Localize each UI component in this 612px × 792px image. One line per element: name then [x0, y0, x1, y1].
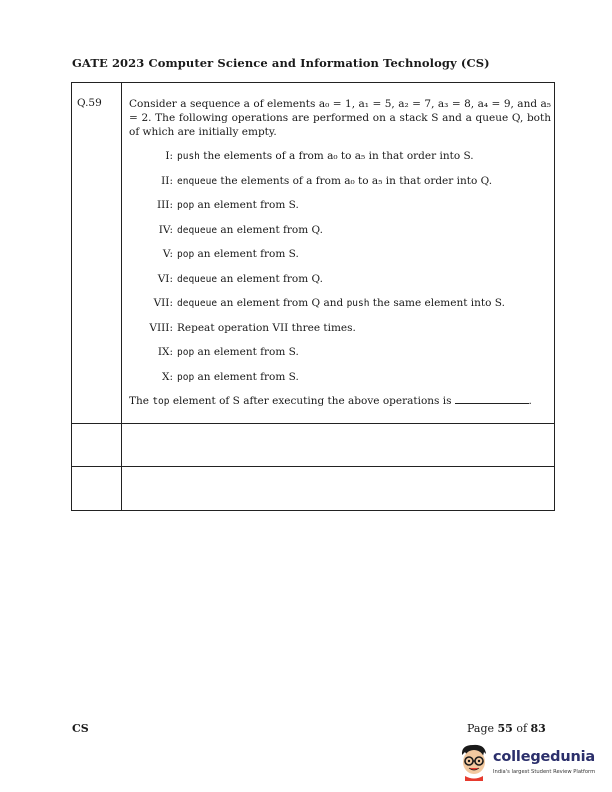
answer-row-empty: [72, 467, 554, 510]
logo-name: collegedunia: [493, 749, 595, 765]
operation-text: [177, 321, 356, 335]
operation-keyword: pop: [177, 371, 195, 383]
operation-phrase: the same element into S.: [369, 297, 505, 309]
operation-keyword: push: [177, 151, 200, 162]
operation-keyword: enqueue: [177, 175, 218, 187]
operation-item: [129, 321, 551, 346]
question-intro: Consider a sequence a of elements a₀ = 1, a₁ = 5, a₂ = 7, a₃ = 8, a₄ = 9, and a₅ = 2. The following operations are performed on a stack S and a queue Q, both of which are initially empty.: [129, 98, 551, 138]
answer-row-empty: [72, 424, 554, 467]
operation-item: [129, 149, 551, 174]
operation-phrase: an element from Q.: [217, 272, 323, 285]
column-divider: [121, 83, 122, 510]
footer-page-number: Page 55 of 83: [467, 722, 546, 735]
final-text-post: element of S after executing the above operations is: [169, 395, 452, 407]
operation-number: IX:: [157, 346, 173, 358]
operation-keyword: dequeue: [177, 273, 218, 285]
final-text-end: .: [528, 395, 532, 407]
operation-number: VIII:: [149, 321, 173, 334]
collegedunia-logo: [457, 743, 596, 783]
operation-phrase: an element from S.: [194, 370, 299, 383]
operation-phrase: an element from Q.: [217, 223, 323, 236]
operation-text: [177, 272, 323, 287]
operation-keyword: pop: [177, 200, 195, 211]
mascot-icon: [457, 743, 491, 781]
operation-item: [129, 272, 551, 297]
operation-phrase: Repeat operation VII three times.: [177, 321, 356, 334]
operation-keyword: push: [346, 298, 370, 309]
operation-item: [129, 345, 551, 370]
operation-item: [129, 174, 551, 199]
final-keyword: top: [152, 396, 170, 407]
operation-text: [177, 247, 299, 262]
question-row: [72, 83, 554, 424]
operation-item: [129, 296, 551, 321]
operation-phrase: an element from S.: [194, 199, 299, 211]
operation-item: [129, 370, 551, 395]
question-number: Q.59: [77, 97, 102, 109]
operation-keyword: dequeue: [177, 224, 218, 236]
operation-keyword: pop: [177, 347, 195, 358]
operation-keyword: dequeue: [177, 298, 218, 309]
operation-number: IV:: [158, 223, 173, 236]
operation-phrase: an element from Q and: [217, 297, 347, 309]
final-text-pre: The: [129, 395, 153, 407]
operation-number: I:: [165, 150, 173, 162]
operation-text: [177, 345, 299, 360]
operation-number: II:: [161, 174, 173, 187]
operation-number: X:: [161, 370, 173, 383]
question-table: [71, 82, 555, 511]
operation-phrase: the elements of a from a₀ to a₅ in that order into Q.: [217, 174, 493, 187]
operation-number: III:: [157, 199, 173, 211]
operation-text: [177, 149, 474, 164]
operation-text: [177, 198, 299, 213]
operation-item: [129, 198, 551, 223]
operation-number: VI:: [157, 272, 173, 285]
operations-list: [129, 149, 551, 394]
operation-number: VII:: [153, 297, 173, 309]
operation-phrase: an element from S.: [194, 248, 299, 260]
footer-subject: CS: [72, 722, 89, 735]
question-final-line: [129, 394, 551, 409]
logo-tagline: India's largest Student Review Platform: [493, 769, 596, 775]
operation-keyword: pop: [177, 249, 195, 260]
operation-item: [129, 247, 551, 272]
operation-phrase: an element from S.: [194, 346, 299, 358]
question-body: [129, 97, 551, 409]
answer-blank: [455, 403, 529, 404]
operation-text: [177, 296, 505, 311]
operation-text: [177, 174, 492, 189]
page-header-title: GATE 2023 Computer Science and Information Technology (CS): [72, 56, 490, 70]
operation-text: [177, 223, 323, 238]
operation-item: [129, 223, 551, 248]
operation-text: [177, 370, 299, 385]
operation-phrase: the elements of a from a₀ to a₅ in that order into S.: [199, 150, 474, 162]
operation-number: V:: [162, 248, 173, 260]
